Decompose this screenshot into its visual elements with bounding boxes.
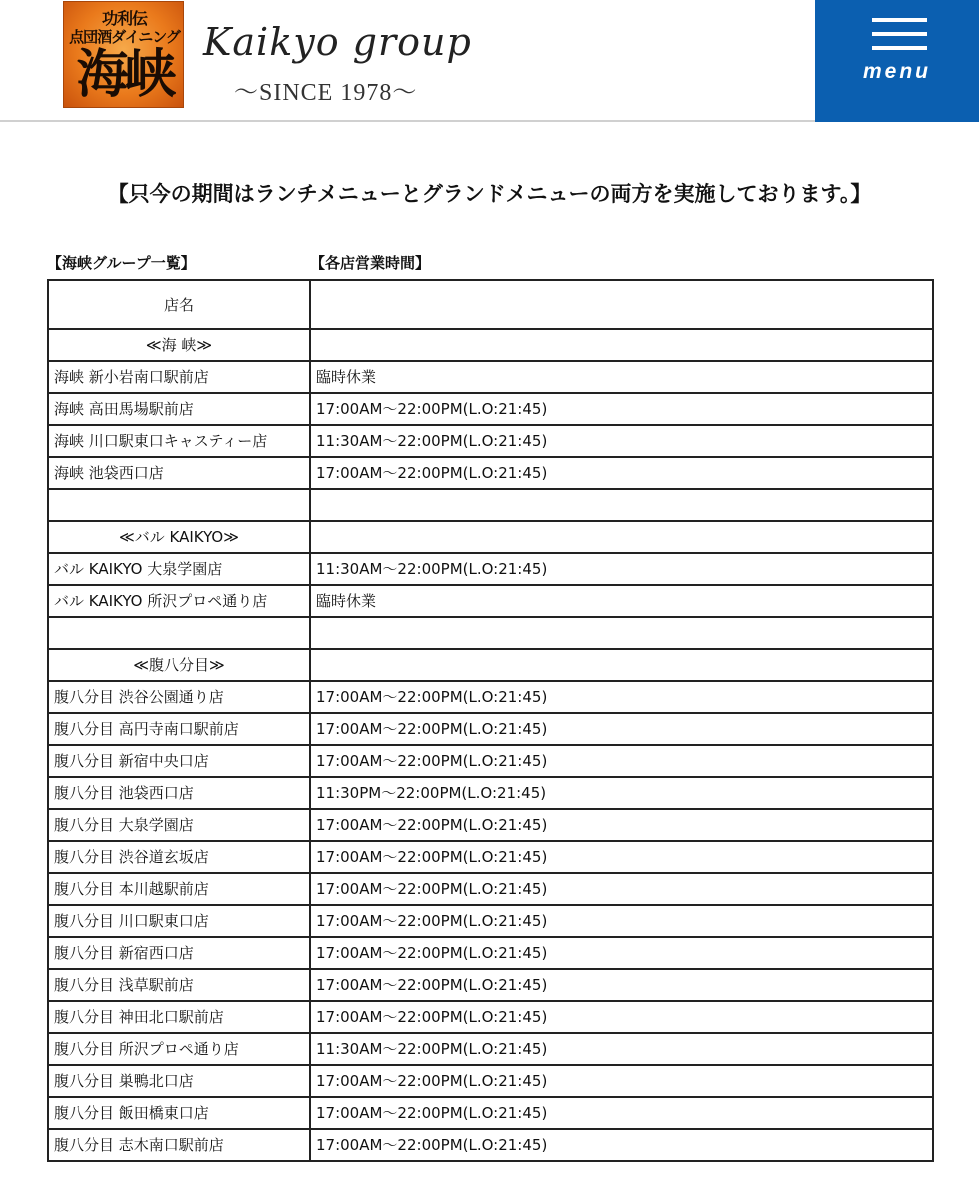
table-row bbox=[48, 1129, 933, 1161]
site-header bbox=[0, 0, 979, 122]
store-name: 海峡 川口駅東口キャスティー店 bbox=[48, 425, 310, 457]
hamburger-icon-bar bbox=[872, 46, 927, 50]
store-name: 腹八分目 渋谷公園通り店 bbox=[48, 681, 310, 713]
store-hours: 17:00AM〜22:00PM(L.O:21:45) bbox=[310, 841, 933, 873]
section-title: ≪腹八分目≫ bbox=[48, 649, 310, 681]
store-hours: 17:00AM〜22:00PM(L.O:21:45) bbox=[310, 457, 933, 489]
store-name: 海峡 池袋西口店 bbox=[48, 457, 310, 489]
table-row bbox=[48, 841, 933, 873]
store-hours: 11:30AM〜22:00PM(L.O:21:45) bbox=[310, 1033, 933, 1065]
spacer-row bbox=[48, 617, 933, 649]
brand-since: 〜SINCE 1978〜 bbox=[234, 80, 418, 106]
section-row bbox=[48, 329, 933, 361]
store-name bbox=[48, 489, 310, 521]
store-name bbox=[48, 617, 310, 649]
store-name: 腹八分目 飯田橋東口店 bbox=[48, 1097, 310, 1129]
table-row bbox=[48, 873, 933, 905]
store-name: 腹八分目 本川越駅前店 bbox=[48, 873, 310, 905]
table-row bbox=[48, 457, 933, 489]
store-hours: 17:00AM〜22:00PM(L.O:21:45) bbox=[310, 969, 933, 1001]
notice-text: 【只今の期間はランチメニューとグランドメニューの両方を実施しております。】 bbox=[107, 182, 872, 206]
table-row bbox=[48, 713, 933, 745]
table-row bbox=[48, 585, 933, 617]
store-name: 腹八分目 新宿中央口店 bbox=[48, 745, 310, 777]
brand-name: Kaikyo group bbox=[203, 20, 472, 64]
logo-text-line-2: 点団酒ダイニング bbox=[69, 28, 180, 46]
store-name: 海峡 高田馬場駅前店 bbox=[48, 393, 310, 425]
table-row bbox=[48, 809, 933, 841]
store-hours: 17:00AM〜22:00PM(L.O:21:45) bbox=[310, 905, 933, 937]
store-name: 腹八分目 神田北口駅前店 bbox=[48, 1001, 310, 1033]
table-row bbox=[48, 1033, 933, 1065]
store-hours: 17:00AM〜22:00PM(L.O:21:45) bbox=[310, 873, 933, 905]
section-row bbox=[48, 521, 933, 553]
store-hours: 臨時休業 bbox=[310, 585, 933, 617]
table-row bbox=[48, 393, 933, 425]
store-hours-table bbox=[47, 279, 934, 1162]
table-row bbox=[48, 937, 933, 969]
logo-text-line-1: 功利伝 bbox=[101, 9, 147, 28]
store-name: 腹八分目 所沢プロペ通り店 bbox=[48, 1033, 310, 1065]
table-row bbox=[48, 553, 933, 585]
menu-label: menu bbox=[862, 60, 931, 83]
store-name: 腹八分目 高円寺南口駅前店 bbox=[48, 713, 310, 745]
store-name: 腹八分目 渋谷道玄坂店 bbox=[48, 841, 310, 873]
store-hours: 17:00AM〜22:00PM(L.O:21:45) bbox=[310, 745, 933, 777]
store-name: 腹八分目 志木南口駅前店 bbox=[48, 1129, 310, 1161]
store-hours bbox=[310, 649, 933, 681]
table-row bbox=[48, 905, 933, 937]
table-row bbox=[48, 969, 933, 1001]
store-list-label: 【海峡グループ一覧】 bbox=[47, 254, 196, 272]
store-hours bbox=[310, 521, 933, 553]
store-name: 海峡 新小岩南口駅前店 bbox=[48, 361, 310, 393]
store-name: バル KAIKYO 所沢プロペ通り店 bbox=[48, 585, 310, 617]
store-hours: 17:00AM〜22:00PM(L.O:21:45) bbox=[310, 681, 933, 713]
store-hours bbox=[310, 489, 933, 521]
table-row bbox=[48, 745, 933, 777]
store-hours: 17:00AM〜22:00PM(L.O:21:45) bbox=[310, 1065, 933, 1097]
store-hours bbox=[310, 329, 933, 361]
store-name-header: 店名 bbox=[48, 280, 310, 329]
store-hours: 11:30PM〜22:00PM(L.O:21:45) bbox=[310, 777, 933, 809]
store-hours: 17:00AM〜22:00PM(L.O:21:45) bbox=[310, 1129, 933, 1161]
hamburger-icon-bar bbox=[872, 32, 927, 36]
spacer-row bbox=[48, 489, 933, 521]
store-hours: 臨時休業 bbox=[310, 361, 933, 393]
section-title: ≪海 峡≫ bbox=[48, 329, 310, 361]
store-name: 腹八分目 川口駅東口店 bbox=[48, 905, 310, 937]
store-name: 腹八分目 大泉学園店 bbox=[48, 809, 310, 841]
store-name: 腹八分目 巣鴨北口店 bbox=[48, 1065, 310, 1097]
store-hours: 17:00AM〜22:00PM(L.O:21:45) bbox=[310, 937, 933, 969]
store-name: 腹八分目 池袋西口店 bbox=[48, 777, 310, 809]
store-hours bbox=[310, 617, 933, 649]
logo-text-line-3: 海峡 bbox=[76, 46, 173, 104]
table-row bbox=[48, 681, 933, 713]
table-row bbox=[48, 1097, 933, 1129]
store-name: 腹八分目 新宿西口店 bbox=[48, 937, 310, 969]
table-row bbox=[48, 425, 933, 457]
table-header-row bbox=[48, 280, 933, 329]
hours-label: 【各店営業時間】 bbox=[310, 254, 431, 272]
store-hours: 17:00AM〜22:00PM(L.O:21:45) bbox=[310, 393, 933, 425]
table-row bbox=[48, 1065, 933, 1097]
table-row bbox=[48, 361, 933, 393]
store-hours: 11:30AM〜22:00PM(L.O:21:45) bbox=[310, 425, 933, 457]
store-name: バル KAIKYO 大泉学園店 bbox=[48, 553, 310, 585]
store-hours: 17:00AM〜22:00PM(L.O:21:45) bbox=[310, 809, 933, 841]
store-hours: 17:00AM〜22:00PM(L.O:21:45) bbox=[310, 713, 933, 745]
kaikyo-logo[interactable] bbox=[63, 1, 184, 108]
store-hours: 17:00AM〜22:00PM(L.O:21:45) bbox=[310, 1097, 933, 1129]
table-row bbox=[48, 777, 933, 809]
hours-header-cell bbox=[310, 280, 933, 329]
store-hours: 11:30AM〜22:00PM(L.O:21:45) bbox=[310, 553, 933, 585]
hamburger-icon bbox=[872, 18, 927, 22]
table-row bbox=[48, 1001, 933, 1033]
section-row bbox=[48, 649, 933, 681]
store-hours: 17:00AM〜22:00PM(L.O:21:45) bbox=[310, 1001, 933, 1033]
menu-button[interactable] bbox=[815, 0, 979, 122]
store-name: 腹八分目 浅草駅前店 bbox=[48, 969, 310, 1001]
section-title: ≪バル KAIKYO≫ bbox=[48, 521, 310, 553]
